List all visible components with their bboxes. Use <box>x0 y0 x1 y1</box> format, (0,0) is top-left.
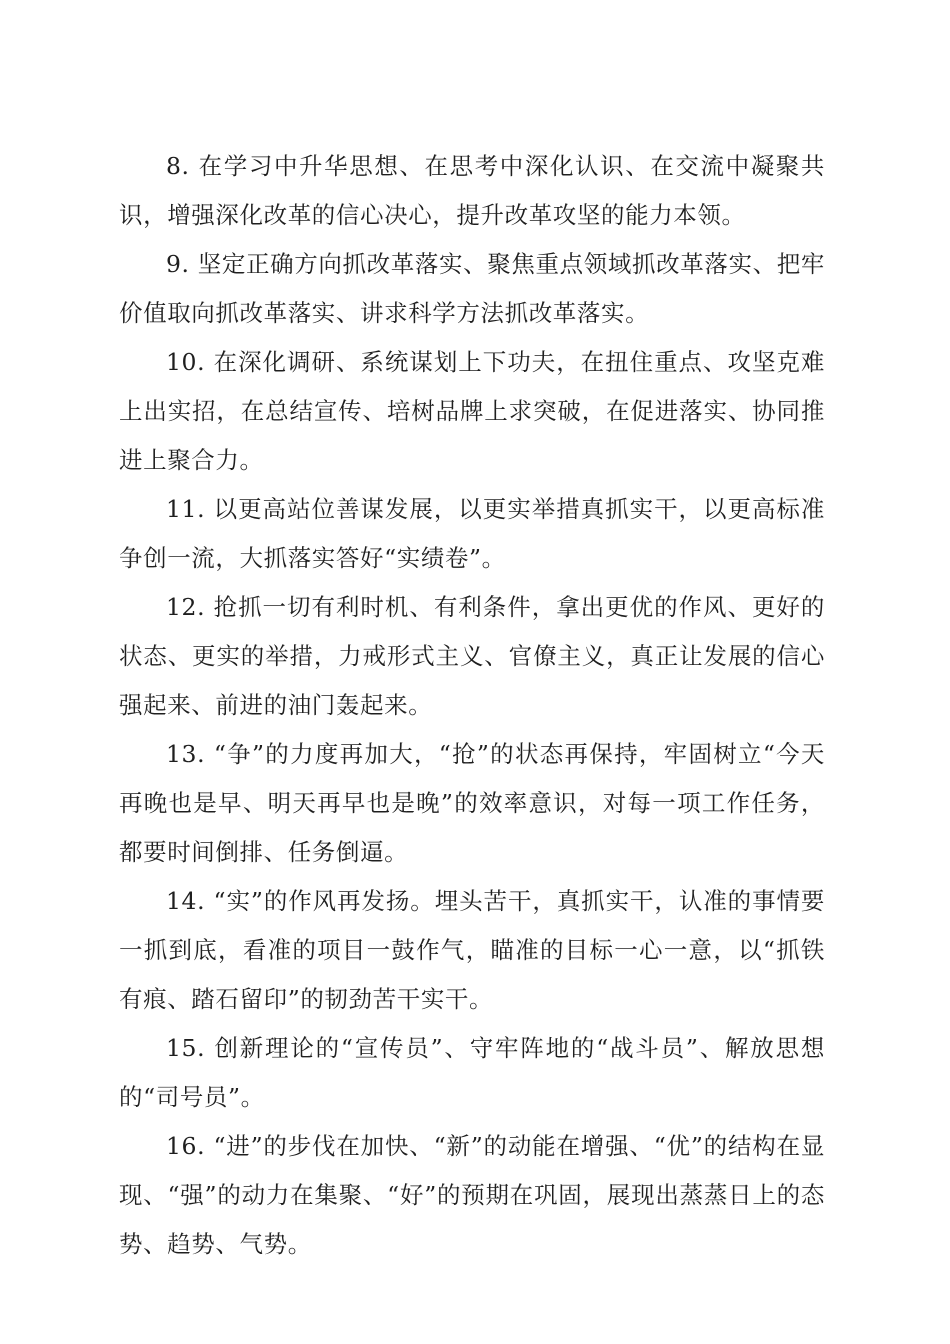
document-body <box>119 142 825 1269</box>
paragraph-10: 10. 在深化调研、系统谋划上下功夫，在扭住重点、攻坚克难上出实招，在总结宣传、培树品牌上求突破，在促进落实、协同推进上聚合力。 <box>119 348 825 474</box>
paragraph-12: 12. 抢抓一切有利时机、有利条件，拿出更优的作风、更好的状态、更实的举措，力戒形式主义、官僚主义，真正让发展的信心强起来、前进的油门轰起来。 <box>119 593 825 719</box>
paragraph-14: 14. “实”的作风再发扬。埋头苦干，真抓实干，认准的事情要一抓到底，看准的项目一鼓作气，瞄准的目标一心一意，以“抓铁有痕、踏石留印”的韧劲苦干实干。 <box>119 887 825 1013</box>
paragraph-11: 11. 以更高站位善谋发展，以更实举措真抓实干，以更高标准争创一流，大抓落实答好“实绩卷”。 <box>119 495 825 572</box>
paragraph-15: 15. 创新理论的“宣传员”、守牢阵地的“战斗员”、解放思想的“司号员”。 <box>119 1034 825 1111</box>
paragraph-13: 13. “争”的力度再加大，“抢”的状态再保持，牢固树立“今天再晚也是早、明天再早也是晚”的效率意识，对每一项工作任务，都要时间倒排、任务倒逼。 <box>119 740 825 866</box>
paragraph-9: 9. 坚定正确方向抓改革落实、聚焦重点领域抓改革落实、把牢价值取向抓改革落实、讲求科学方法抓改革落实。 <box>119 250 825 327</box>
paragraph-16: 16. “进”的步伐在加快、“新”的动能在增强、“优”的结构在显现、“强”的动力在集聚、“好”的预期在巩固，展现出蒸蒸日上的态势、趋势、气势。 <box>119 1132 825 1258</box>
paragraph-8: 8. 在学习中升华思想、在思考中深化认识、在交流中凝聚共识，增强深化改革的信心决心，提升改革攻坚的能力本领。 <box>119 152 825 229</box>
